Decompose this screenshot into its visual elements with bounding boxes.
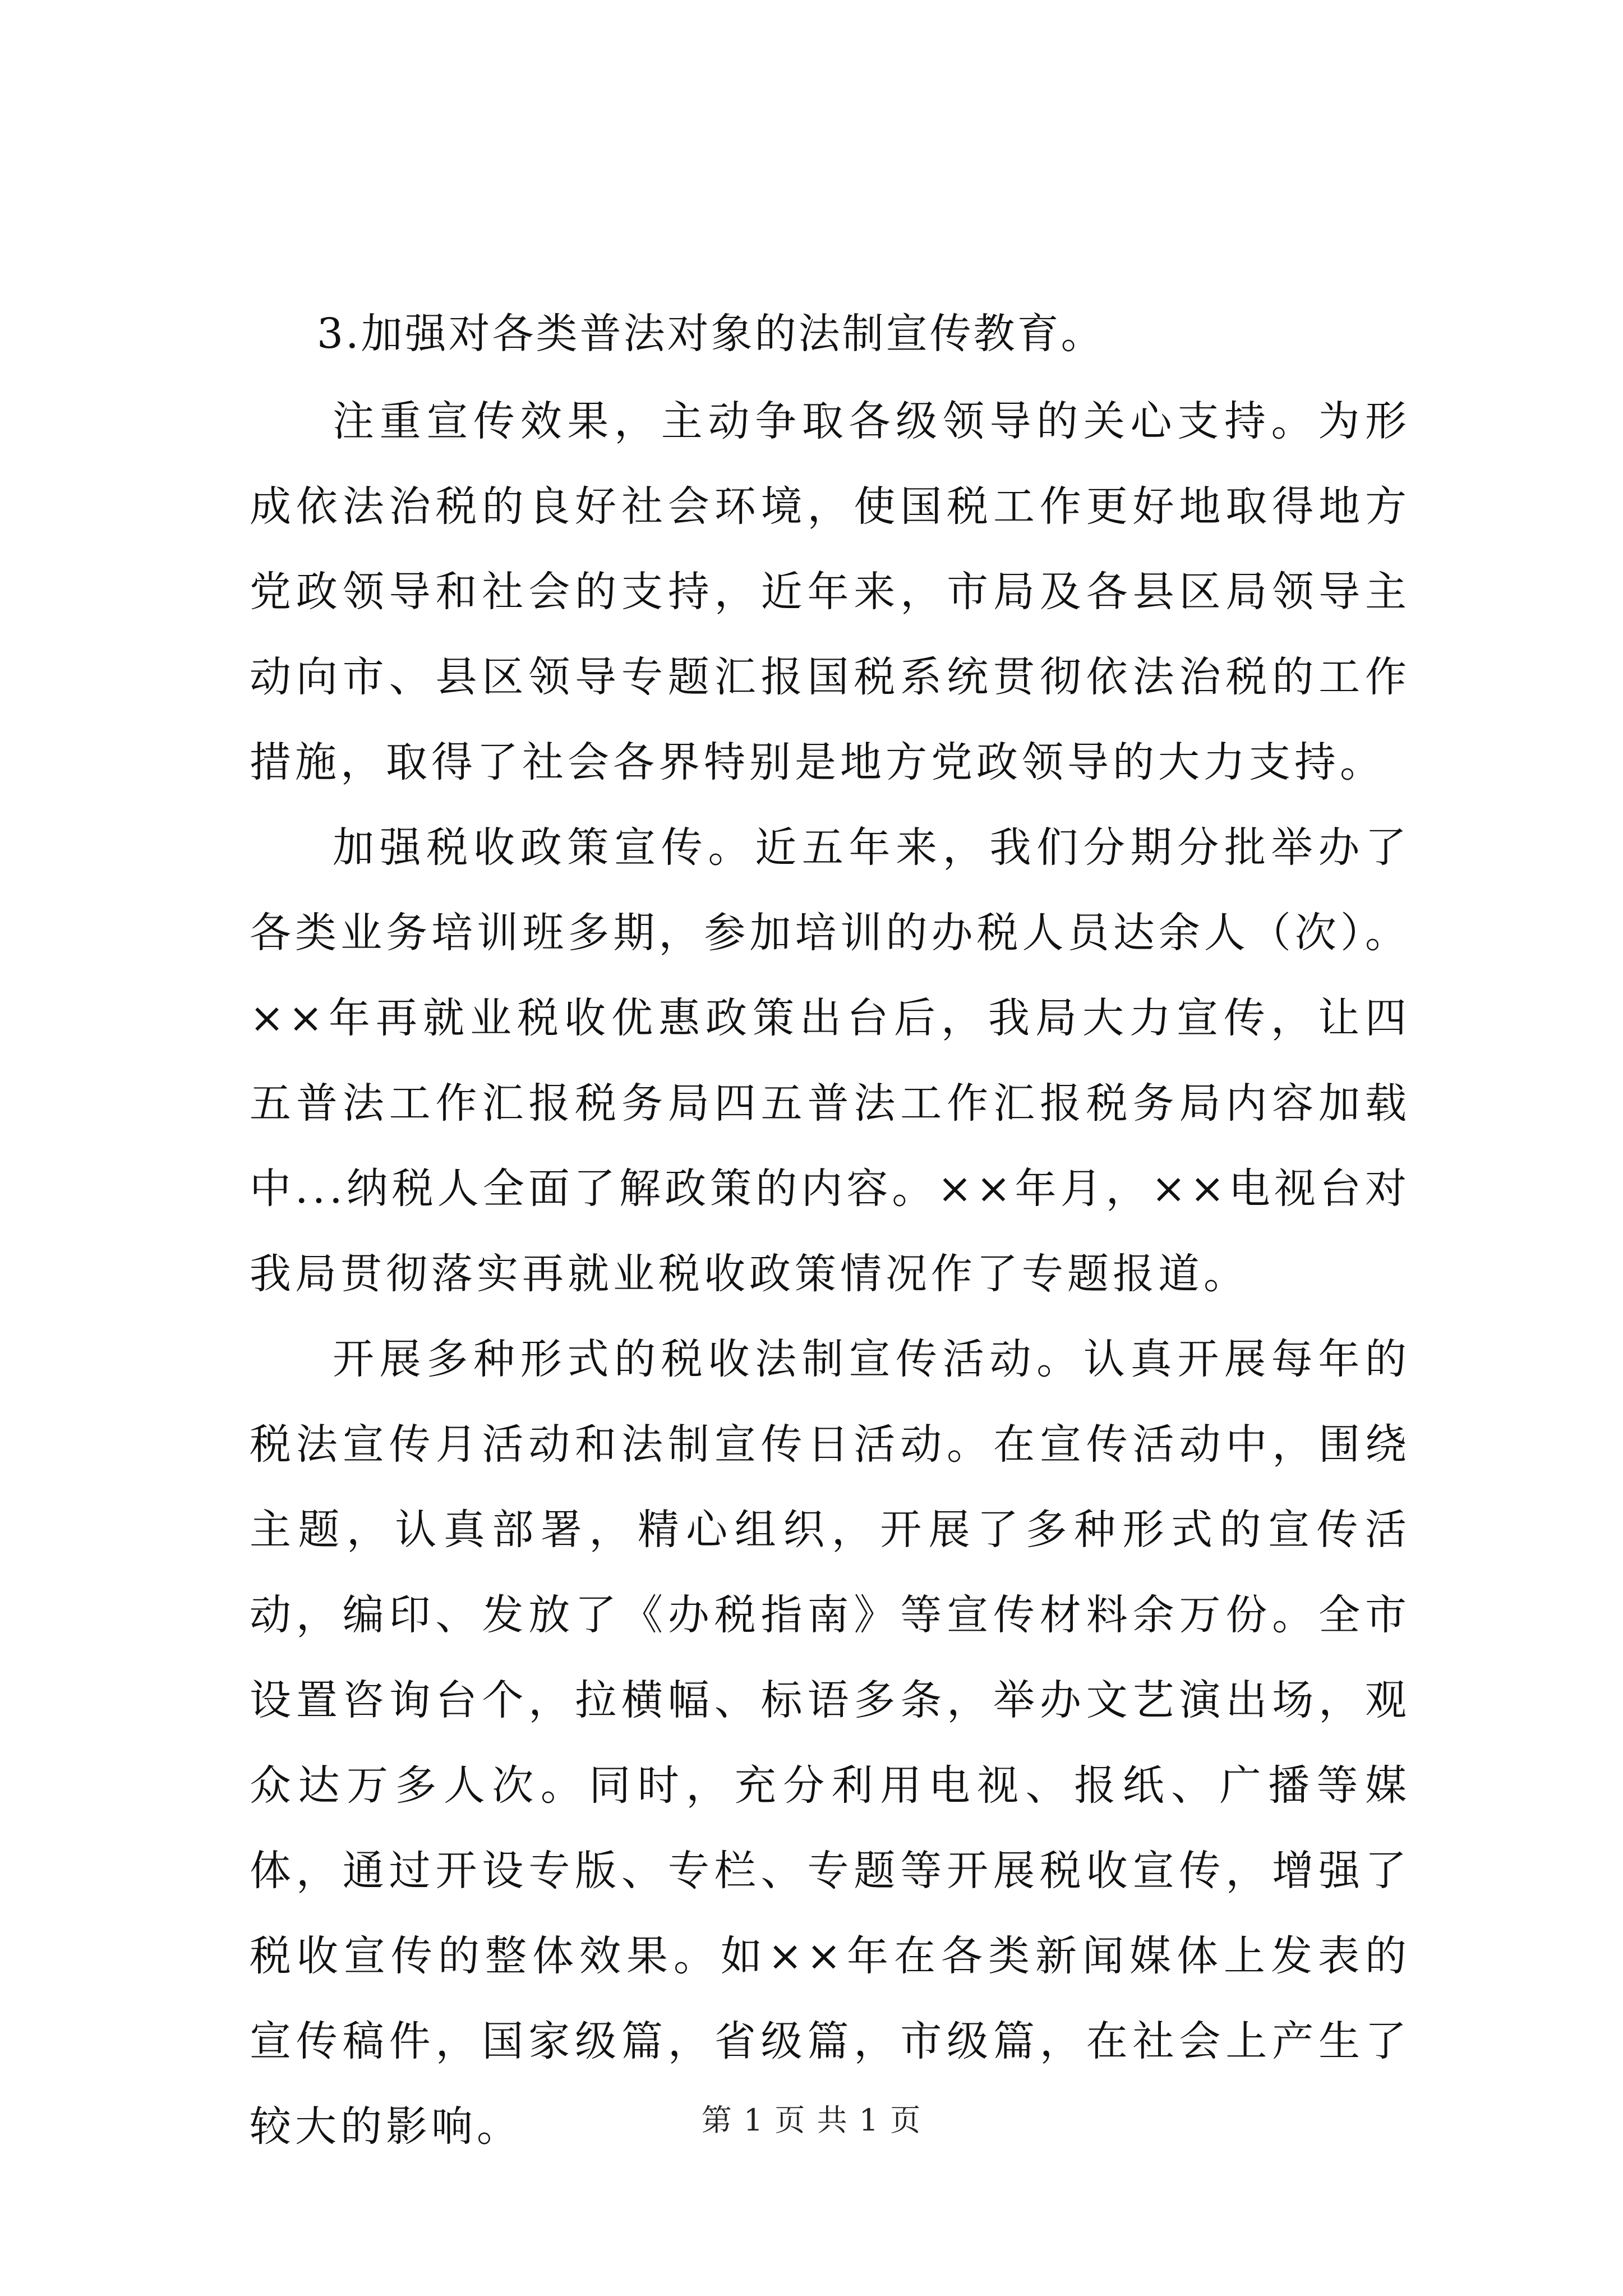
document-body — [250, 295, 1410, 2169]
section-heading: 3.加强对各类普法对象的法制宣传教育。 — [317, 310, 1105, 358]
page-footer: 第 1 页 共 1 页 — [701, 2102, 922, 2138]
paragraph-leadership-support: 注重宣传效果，主动争取各级领导的关心支持。为形成依法治税的良好社会环境，使国税工作更好地取得地方党政领导和社会的支持，近年来，市局及各县区局领导主动向市、县区领导专题汇报国税系统贯彻依法治税的工作措施，取得了社会各界特别是地方党政领导的大力支持。 — [250, 397, 1410, 786]
paragraph-publicity-activities: 开展多种形式的税收法制宣传活动。认真开展每年的税法宣传月活动和法制宣传日活动。在宣传活动中，围绕主题，认真部署，精心组织，开展了多种形式的宣传活动，编印、发放了《办税指南》等宣传材料余万份。全市设置咨询台个，拉横幅、标语多条，举办文艺演出场，观众达万多人次。同时，充分利用电视、报纸、广播等媒体，通过开设专版、专栏、专题等开展税收宣传，增强了税收宣传的整体效果。如××年在各类新闻媒体上发表的宣传稿件，国家级篇，省级篇，市级篇，在社会上产生了较大的影响。 — [250, 1335, 1410, 2151]
paragraph-policy-promotion: 加强税收政策宣传。近五年来，我们分期分批举办了各类业务培训班多期，参加培训的办税人员达余人（次）。××年再就业税收优惠政策出台后，我局大力宣传，让四五普法工作汇报税务局四五普法工作汇报税务局内容加载中...纳税人全面了解政策的内容。××年月，××电视台对我局贯彻落实再就业税收政策情况作了专题报道。 — [250, 823, 1410, 1298]
